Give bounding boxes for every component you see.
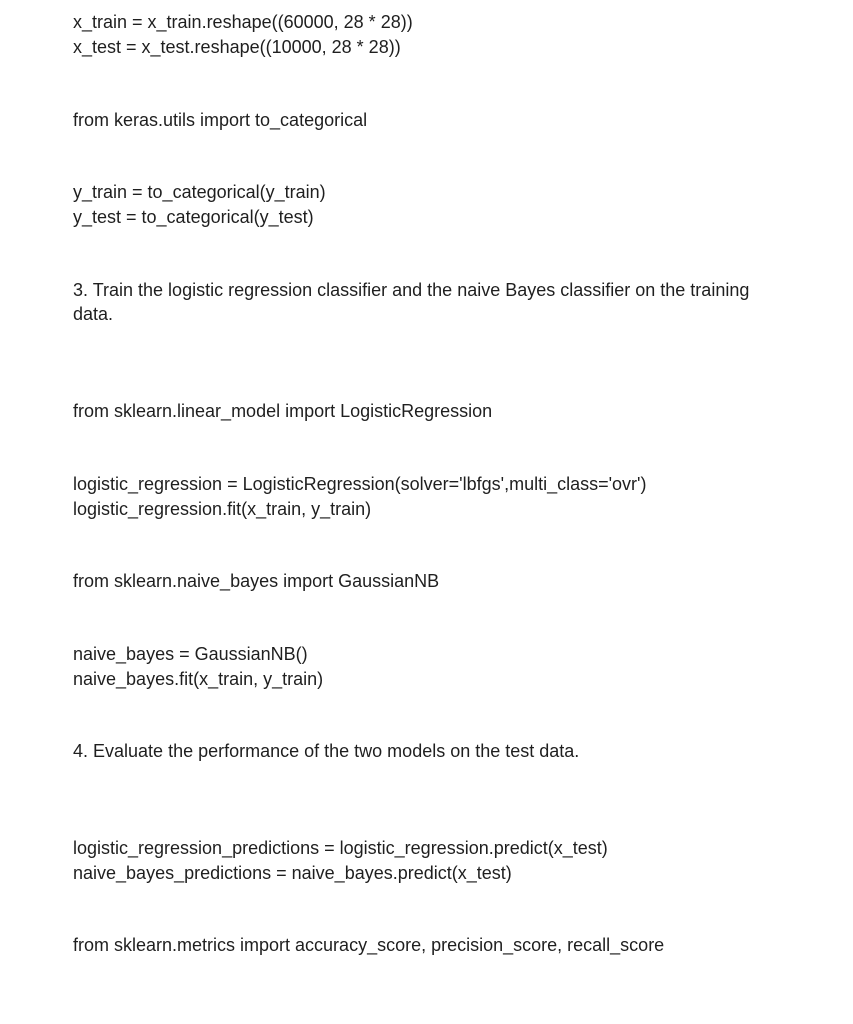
- code-line-naive-bayes-fit: naive_bayes.fit(x_train, y_train): [73, 669, 324, 689]
- code-line-import-to-categorical: from keras.utils import to_categorical: [73, 110, 368, 130]
- code-line-reshape-train: x_train = x_train.reshape((60000, 28 * 28)): [73, 12, 413, 32]
- code-line-nb-predictions: naive_bayes_predictions = naive_bayes.predict(x_test): [73, 863, 512, 883]
- code-line-import-metrics: from sklearn.metrics import accuracy_score, precision_score, recall_score: [73, 935, 665, 955]
- code-line-y-test-categorical: y_test = to_categorical(y_test): [73, 207, 314, 227]
- code-line-reshape-test: x_test = x_test.reshape((10000, 28 * 28)): [73, 37, 401, 57]
- step-3-instruction: 3. Train the logistic regression classifier and the naive Bayes classifier on the training data.: [73, 280, 750, 324]
- code-line-logistic-regression-fit: logistic_regression.fit(x_train, y_train): [73, 499, 372, 519]
- code-line-y-train-categorical: y_train = to_categorical(y_train): [73, 182, 326, 202]
- step-4-instruction: 4. Evaluate the performance of the two models on the test data.: [73, 741, 580, 761]
- code-line-import-gaussian-nb: from sklearn.naive_bayes import GaussianNB: [73, 571, 440, 591]
- code-line-lr-predictions: logistic_regression_predictions = logistic_regression.predict(x_test): [73, 838, 608, 858]
- code-line-import-logistic-regression: from sklearn.linear_model import LogisticRegression: [73, 401, 493, 421]
- code-line-naive-bayes-init: naive_bayes = GaussianNB(): [73, 644, 308, 664]
- code-line-logistic-regression-init: logistic_regression = LogisticRegression(solver='lbfgs',multi_class='ovr'): [73, 474, 647, 494]
